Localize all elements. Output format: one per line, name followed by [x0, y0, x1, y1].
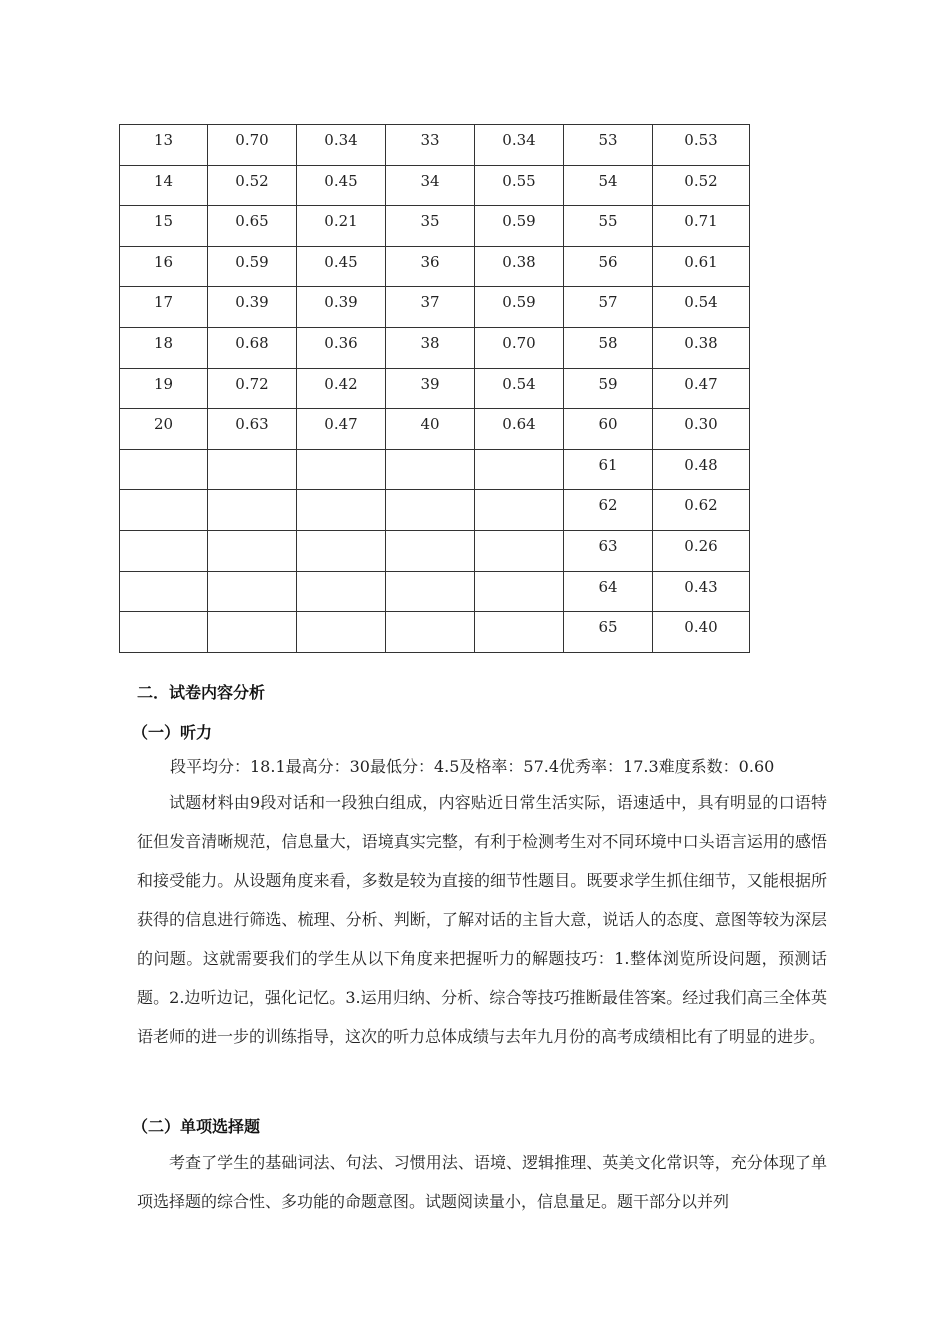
table-cell: [653, 246, 750, 287]
cell-text: 0.61: [684, 252, 718, 271]
cell-text: 0.71: [684, 212, 718, 231]
table-cell: [386, 206, 475, 247]
table-cell: [297, 490, 386, 531]
cell-text: 38: [420, 333, 440, 352]
table-cell: [653, 530, 750, 571]
cell-text: 20: [153, 415, 174, 434]
table-cell: [208, 246, 297, 287]
table-cell: [564, 327, 653, 368]
table-row: [120, 246, 750, 287]
table-cell: [208, 571, 297, 612]
table-row: [120, 125, 750, 166]
table-cell: [120, 449, 208, 490]
cell-text: 0.70: [235, 131, 269, 149]
table-cell: [208, 165, 297, 206]
cell-text: [297, 531, 385, 537]
cell-text: 19: [153, 374, 174, 393]
cell-text: 0.26: [684, 536, 718, 555]
cell-text: 13: [153, 131, 174, 149]
cell-text: 0.70: [502, 333, 536, 352]
cell-text: 0.59: [235, 252, 269, 271]
table-cell: [297, 206, 386, 247]
cell-text: [297, 612, 385, 618]
table-cell: [297, 327, 386, 368]
cell-text: [208, 450, 296, 456]
table-cell: [475, 368, 564, 409]
subsection-heading-listening: （一）听力: [132, 723, 213, 742]
table-cell: [208, 449, 297, 490]
table-row: [120, 368, 750, 409]
cell-text: 0.30: [684, 415, 718, 434]
table-cell: [386, 490, 475, 531]
cell-text: 33: [420, 131, 440, 149]
table-cell: [208, 206, 297, 247]
cell-text: 17: [153, 293, 174, 312]
cell-text: 16: [153, 252, 174, 271]
table-cell: [120, 165, 208, 206]
single-choice-paragraph: 考查了学生的基础词法、句法、习惯用法、语境、逻辑推理、英美文化常识等，充分体现了单项选择题的综合性、多功能的命题意图。试题阅读量小，信息量足。题干部分以并列: [137, 1153, 827, 1211]
table-cell: [120, 287, 208, 328]
table-cell: [386, 287, 475, 328]
table-cell: [386, 571, 475, 612]
cell-text: 0.34: [502, 131, 536, 149]
cell-text: 34: [420, 171, 440, 190]
table-cell: [475, 165, 564, 206]
cell-text: [475, 490, 563, 496]
cell-text: 0.47: [324, 415, 358, 434]
table-cell: [120, 368, 208, 409]
table-cell: [208, 612, 297, 653]
table-cell: [208, 490, 297, 531]
table-cell: [564, 490, 653, 531]
table-row: [120, 165, 750, 206]
cell-text: 0.34: [324, 131, 358, 149]
cell-text: 64: [598, 577, 618, 596]
cell-text: 0.65: [235, 212, 269, 231]
table-cell: [475, 246, 564, 287]
cell-text: 37: [420, 293, 440, 312]
table-cell: [564, 287, 653, 328]
table-cell: [208, 327, 297, 368]
table-row: [120, 490, 750, 531]
cell-text: 0.59: [502, 212, 536, 231]
table-cell: [653, 490, 750, 531]
cell-text: [208, 531, 296, 537]
cell-text: [208, 612, 296, 618]
cell-text: [475, 572, 563, 578]
cell-text: 65: [598, 618, 618, 637]
cell-text: 18: [153, 333, 174, 352]
cell-text: 0.48: [684, 455, 718, 474]
table-cell: [386, 327, 475, 368]
cell-text: 0.38: [684, 333, 718, 352]
cell-text: 39: [420, 374, 440, 393]
section-heading: 二．试卷内容分析: [137, 683, 266, 702]
cell-text: [120, 450, 207, 456]
cell-text: [297, 490, 385, 496]
cell-text: 0.45: [324, 252, 358, 271]
table-cell: [208, 368, 297, 409]
cell-text: 54: [598, 171, 618, 190]
table-cell: [386, 612, 475, 653]
table-cell: [475, 571, 564, 612]
cell-text: 0.45: [324, 171, 358, 190]
cell-text: 60: [598, 415, 618, 434]
table-cell: [653, 571, 750, 612]
cell-text: [475, 612, 563, 618]
table-cell: [475, 125, 564, 166]
cell-text: 0.59: [502, 293, 536, 312]
cell-text: 0.21: [324, 212, 358, 231]
table-row: [120, 612, 750, 653]
table-cell: [564, 530, 653, 571]
table-cell: [120, 612, 208, 653]
cell-text: 0.52: [235, 171, 269, 190]
table-cell: [564, 368, 653, 409]
cell-text: 0.68: [235, 333, 269, 352]
cell-text: 0.40: [684, 618, 718, 637]
table-cell: [386, 530, 475, 571]
table-cell: [475, 449, 564, 490]
cell-text: 0.53: [684, 131, 718, 149]
cell-text: 63: [598, 536, 618, 555]
table-cell: [475, 409, 564, 450]
table-cell: [564, 246, 653, 287]
cell-text: [475, 531, 563, 537]
cell-text: [120, 531, 207, 537]
table-cell: [120, 246, 208, 287]
table-cell: [120, 327, 208, 368]
table-row: [120, 287, 750, 328]
cell-text: 61: [598, 455, 618, 474]
listening-stats: 段平均分：18.1最高分：30最低分：4.5及格率：57.4优秀率：17.3难度系数：0.60: [170, 757, 775, 776]
table-cell: [475, 206, 564, 247]
cell-text: 0.54: [502, 374, 536, 393]
cell-text: [386, 612, 474, 618]
table-cell: [297, 612, 386, 653]
cell-text: [297, 450, 385, 456]
cell-text: [208, 572, 296, 578]
table-cell: [297, 246, 386, 287]
table-cell: [208, 530, 297, 571]
cell-text: [297, 572, 385, 578]
cell-text: 0.62: [684, 496, 718, 515]
table-row: [120, 571, 750, 612]
table-cell: [208, 409, 297, 450]
table-cell: [120, 206, 208, 247]
cell-text: 0.38: [502, 252, 536, 271]
cell-text: [386, 490, 474, 496]
cell-text: 40: [420, 415, 440, 434]
table-cell: [564, 612, 653, 653]
cell-text: 0.36: [324, 333, 358, 352]
table-cell: [120, 490, 208, 531]
table-row: [120, 449, 750, 490]
table-cell: [120, 125, 208, 166]
table-cell: [386, 125, 475, 166]
table-cell: [564, 571, 653, 612]
table-cell: [653, 368, 750, 409]
table-cell: [564, 409, 653, 450]
cell-text: 0.72: [235, 374, 269, 393]
table-cell: [297, 409, 386, 450]
subsection-heading-single-choice: （二）单项选择题: [132, 1117, 261, 1136]
table-cell: [653, 449, 750, 490]
cell-text: [386, 450, 474, 456]
table-cell: [475, 490, 564, 531]
table-cell: [386, 449, 475, 490]
cell-text: 0.64: [502, 415, 536, 434]
cell-text: 14: [153, 171, 174, 190]
table-cell: [120, 571, 208, 612]
cell-text: [386, 572, 474, 578]
cell-text: 0.63: [235, 415, 269, 434]
cell-text: 35: [420, 212, 440, 231]
cell-text: 59: [598, 374, 618, 393]
table-row: [120, 206, 750, 247]
score-table: [119, 124, 750, 653]
table-row: [120, 530, 750, 571]
table-cell: [653, 125, 750, 166]
cell-text: 0.52: [684, 171, 718, 190]
table-cell: [297, 368, 386, 409]
cell-text: 36: [420, 252, 440, 271]
table-cell: [475, 530, 564, 571]
cell-text: [120, 572, 207, 578]
table-cell: [475, 287, 564, 328]
cell-text: 53: [598, 131, 618, 149]
table-cell: [653, 206, 750, 247]
table-cell: [564, 165, 653, 206]
cell-text: 57: [598, 293, 618, 312]
cell-text: 0.43: [684, 577, 718, 596]
table-cell: [297, 165, 386, 206]
table-row: [120, 409, 750, 450]
table-cell: [653, 327, 750, 368]
table-cell: [297, 449, 386, 490]
cell-text: [386, 531, 474, 537]
cell-text: 15: [153, 212, 174, 231]
cell-text: [208, 490, 296, 496]
table-cell: [564, 206, 653, 247]
cell-text: 58: [598, 333, 618, 352]
cell-text: 55: [598, 212, 618, 231]
cell-text: 56: [598, 252, 618, 271]
cell-text: [120, 612, 207, 618]
cell-text: 0.47: [684, 374, 718, 393]
table-cell: [475, 612, 564, 653]
table-cell: [386, 409, 475, 450]
table-row: [120, 327, 750, 368]
table-cell: [208, 125, 297, 166]
table-cell: [120, 530, 208, 571]
table-cell: [297, 125, 386, 166]
cell-text: 0.39: [324, 293, 358, 312]
table-cell: [297, 287, 386, 328]
table-cell: [653, 165, 750, 206]
cell-text: 0.42: [324, 374, 358, 393]
table-cell: [386, 246, 475, 287]
table-cell: [653, 287, 750, 328]
listening-paragraph: 试题材料由9段对话和一段独白组成，内容贴近日常生活实际，语速适中，具有明显的口语特征但发音清晰规范，信息量大，语境真实完整，有利于检测考生对不同环境中口头语言运用的感悟和接受能力。从设题角度来看，多数是较为直接的细节性题目。既要求学生抓住细节，又能根据所获得的信息进行筛选、梳理、分析、判断，了解对话的主旨大意，说话人的态度、意图等较为深层的问题。这就需要我们的学生从以下角度来把握听力的解题技巧：1.整体浏览所设问题，预测话题。2.边听边记，强化记忆。3.运用归纳、分析、综合等技巧推断最佳答案。经过我们高三全体英语老师的进一步的训练指导，这次的听力总体成绩与去年九月份的高考成绩相比有了明显的进步。: [137, 793, 827, 1046]
cell-text: 62: [598, 496, 618, 515]
table-cell: [564, 125, 653, 166]
table-cell: [564, 449, 653, 490]
table-cell: [653, 612, 750, 653]
table-cell: [297, 530, 386, 571]
table-cell: [653, 409, 750, 450]
cell-text: 0.39: [235, 293, 269, 312]
cell-text: [475, 450, 563, 456]
table-cell: [297, 571, 386, 612]
table-cell: [208, 287, 297, 328]
cell-text: 0.55: [502, 171, 536, 190]
table-cell: [386, 368, 475, 409]
cell-text: 0.54: [684, 293, 718, 312]
table-cell: [475, 327, 564, 368]
cell-text: [120, 490, 207, 496]
table-cell: [386, 165, 475, 206]
table-cell: [120, 409, 208, 450]
